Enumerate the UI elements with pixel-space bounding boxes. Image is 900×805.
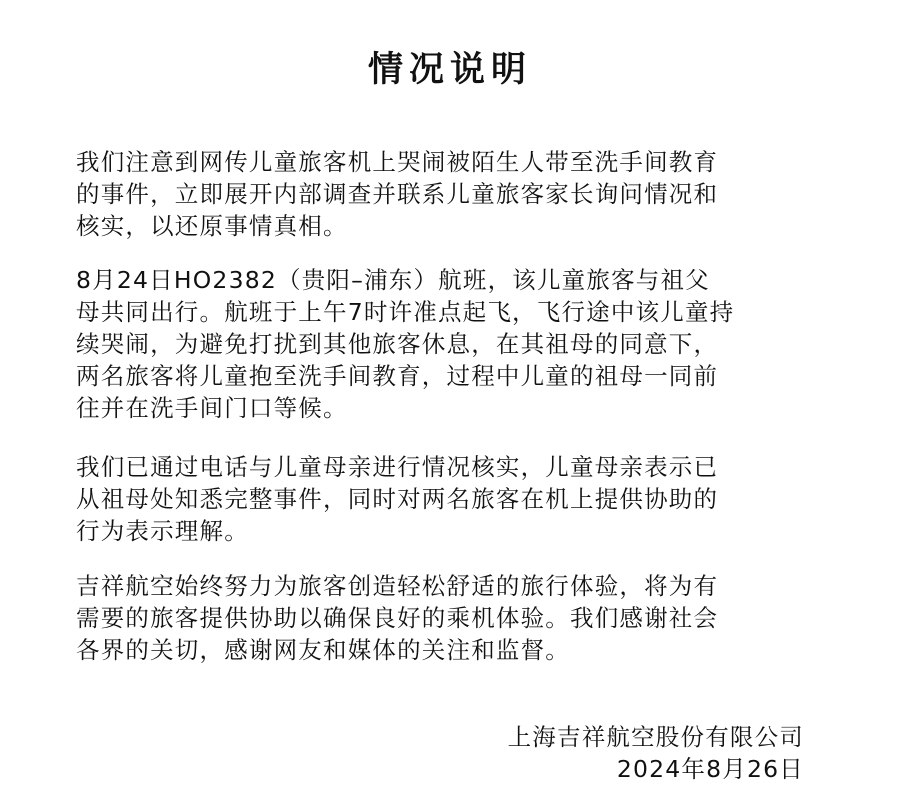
- paragraph-line: 行为表示理解。: [76, 517, 249, 545]
- paragraph-2: [76, 264, 836, 424]
- paragraph-line: 从祖母处知悉完整事件，同时对两名旅客在机上提供协助的: [76, 485, 719, 513]
- paragraph-line: 吉祥航空始终努力为旅客创造轻松舒适的旅行体验，将为有: [76, 572, 719, 600]
- paragraph-line: 母共同出行。航班于上午7时许准点起飞，飞行途中该儿童持: [76, 298, 735, 326]
- paragraph-line: 续哭闹，为避免打扰到其他旅客休息，在其祖母的同意下，: [76, 330, 719, 358]
- paragraph-3: [76, 451, 836, 547]
- company-name: 上海吉祥航空股份有限公司: [507, 723, 804, 751]
- paragraph-1: [76, 146, 836, 242]
- paragraph-line: 的事件，立即展开内部调查并联系儿童旅客家长询问情况和: [76, 180, 719, 208]
- paragraph-line: 各界的关切，感谢网友和媒体的关注和监督。: [76, 636, 570, 664]
- paragraph-line: 我们注意到网传儿童旅客机上哭闹被陌生人带至洗手间教育: [76, 148, 719, 176]
- paragraph-line: 核实，以还原事情真相。: [76, 212, 348, 240]
- document-title: 情况说明: [367, 50, 532, 90]
- paragraph-line: 8月24日HO2382（贵阳–浦东）航班，该儿童旅客与祖父: [76, 266, 710, 294]
- paragraph-line: 需要的旅客提供协助以确保良好的乘机体验。我们感谢社会: [76, 604, 719, 632]
- paragraph-4: [76, 570, 836, 666]
- paragraph-line: 往并在洗手间门口等候。: [76, 394, 348, 422]
- paragraph-line: 我们已通过电话与儿童母亲进行情况核实，儿童母亲表示已: [76, 453, 719, 481]
- signature-block: [508, 721, 804, 785]
- paragraph-line: 两名旅客将儿童抱至洗手间教育，过程中儿童的祖母一同前: [76, 362, 719, 390]
- statement-date: 2024年8月26日: [616, 755, 804, 783]
